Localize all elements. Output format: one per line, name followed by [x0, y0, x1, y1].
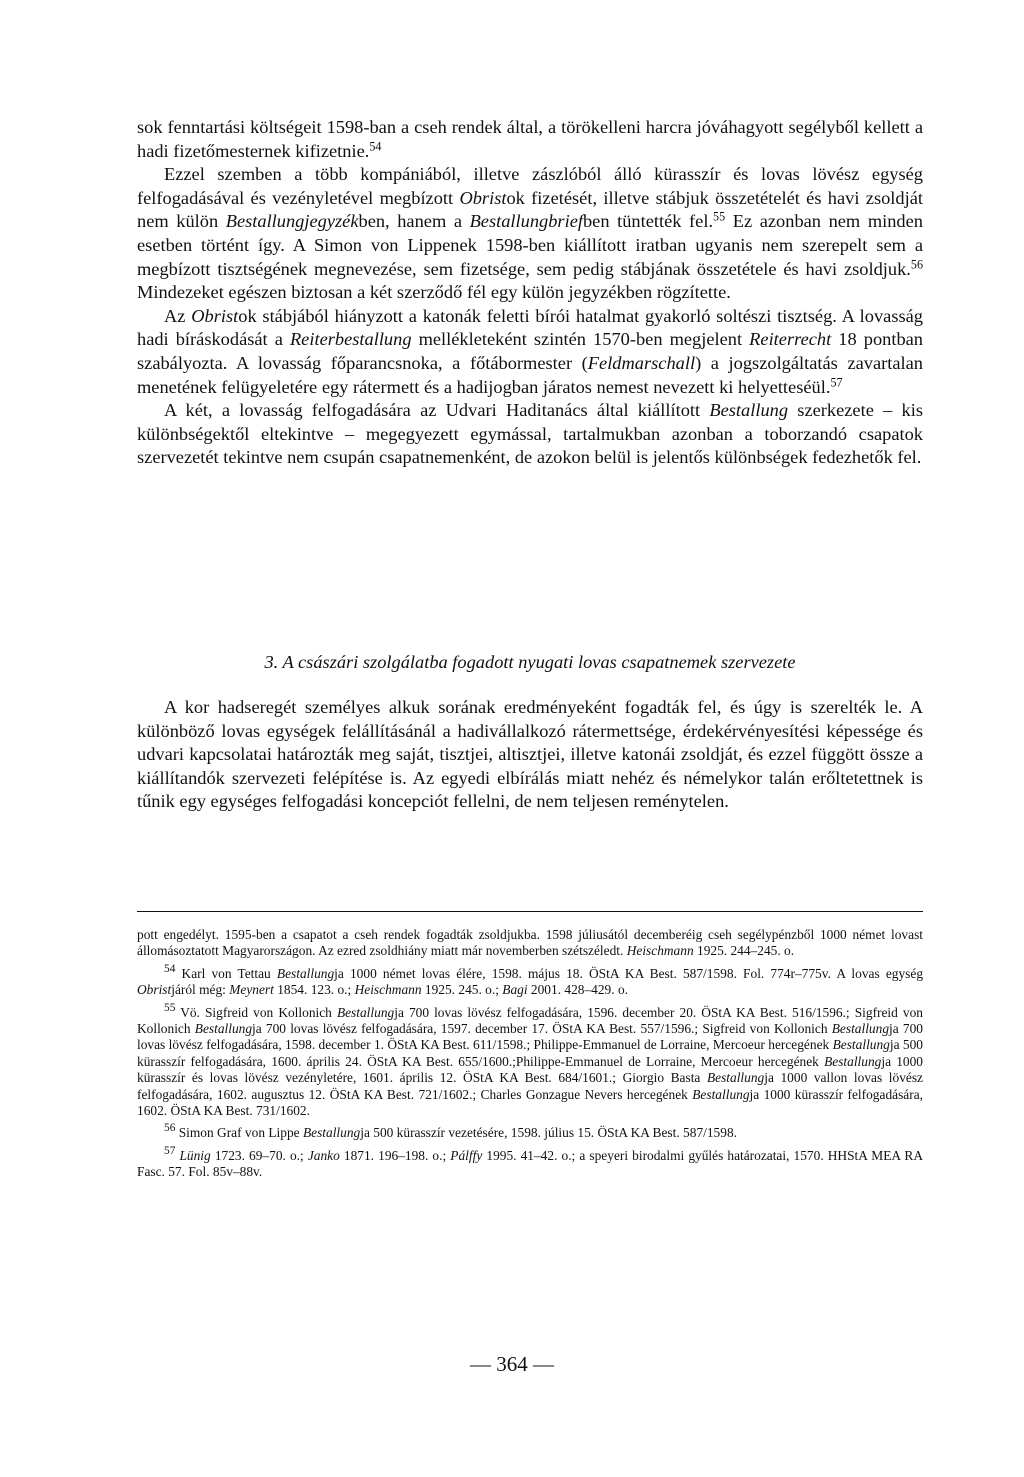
- paragraph-3: Az Obristok stábjából hiányzott a katonák feletti bírói hatalmat gyakorló soltészi tisztség. A lovasság hadi bíráskodását a Reiterbestallung mellékleteként szintén 1570-ben megjelent Reiterrecht 18 pontban szabályozta. A lovasság főparancsnoka, a főtábormester (Feldmarschall) a jogszolgáltatás zavartalan menetének felügyeletére egy rátermett és a hadijogban járatos nemest nevezett ki helyetteséül.$^{57}$: [137, 305, 924, 397]
- page-number: — 364 —: [470, 1352, 554, 1376]
- footnote-divider: [137, 911, 923, 912]
- footnote-ref-54[interactable]: 54: [369, 138, 382, 153]
- footnotes: [137, 927, 923, 1187]
- main-text: [137, 116, 923, 470]
- footnote-number: 55: [164, 1001, 176, 1014]
- footnote-ref-55[interactable]: 55: [713, 209, 726, 224]
- footnote-number: 57: [164, 1144, 176, 1157]
- section-paragraph-1: A kor hadseregét személyes alkuk sorának eredményeként fogadták fel, és úgy is szerelték le. A különböző lovas egységek felállításánál a hadivállalkozó rátermettsége, érdekérvényesítési képessége és udvari kapcsolatai határozták meg saját, tisztjei, altisztjei, illetve katonái zsoldját, és ezzel függött össze a kiállítandók szervezeti felépítése is. Az egyedi elbírálás miatt nehéz és némelykor talán erőltetettnek is tűnik egy egységes felfogadási koncepciót fellelni, de nem teljesen reménytelen.: [137, 697, 923, 812]
- paragraph-2: Ezzel szemben a több kompániából, illetve zászlóból álló kürasszír és lovas lövész egység felfogadásával és vezényletével megbízott Obristok fizetését, illetve stábjuk összetételét és havi zsoldját nem külön Bestallungjegyzékben, hanem a Bestallungbriefben tüntették fel.$^{55}$ Ez azonban nem minden esetben történt így. A Simon von Lippenek 1598-ben kiállított iratban ugyanis nem szerepelt sem a megbízott tisztségének megnevezése, sem fizetsége, sem pedig stábjának összetétele és havi zsoldjuk.$^{56}$ Mindezeket egészen biztosan a két szerződő fél egy külön jegyzékben rögzítette.: [137, 164, 923, 303]
- section-heading: 3. A császári szolgálatba fogadott nyugati lovas csapatnemek szervezete: [264, 652, 796, 672]
- footnote-ref-57[interactable]: 57: [830, 374, 843, 389]
- footnote-ref-56[interactable]: 56: [910, 256, 923, 271]
- footnote-55: $^{55}$ Vö. Sigfreid von Kollonich Bestallungja 700 lovas lövész felfogadására, 1596. december 20. ÖStA KA Best. 516/1596.; Sigfreid von Kollonich Bestallungja 700 lovas lövész felfogadására, 1597. december 17. ÖStA KA Best. 557/1596.; Sigfreid von Kollonich Bestallungja 700 lovas lövész felfogadására, 1598. december 1. ÖStA KA Best. 611/1598.; Philippe-Emmanuel de Lorraine, Mercoeur hercegének Bestallungja 500 kürasszír felfogadására, 1600. április 24. ÖStA KA Best. 655/1600.;Philippe-Emmanuel de Lorraine, Mercoeur hercegének Bestallungja 1000 kürasszír és lovas lövész vezényletére, 1601. április 12. ÖStA KA Best. 684/1601.; Giorgio Basta Bestallungja 1000 vallon lovas lövész felfogadására, 1602. augusztus 12. ÖStA KA Best. 721/1602.; Charles Gonzague Nevers hercegének Bestallungja 1000 kürasszír felfogadására, 1602. ÖStA KA Best. 731/1602.: [137, 1001, 924, 1119]
- paragraph-4: A két, a lovasság felfogadására az Udvari Haditanács által kiállított Bestallung szerkezete – kis különbségektől eltekintve – megegyezett egymással, tartalmukban azonban a toborzandó csapatok szervezetét tekintve nem csupán csapatnemenként, de azokon belül is jelentős különbségek fedezhetők fel.: [137, 400, 923, 468]
- footnote-continuation: pott engedélyt. 1595-ben a csapatot a cseh rendek fogadták zsoldjukba. 1598 júliusától decemberéig cseh segélypénzből 1000 német lovast állomásoztatott Magyarországon. Az ezred zsoldhiány miatt már novemberben szétszéledt. Heischmann 1925. 244–245. o.: [137, 927, 923, 959]
- section-text: [137, 696, 923, 814]
- paragraph-1: sok fenntartási költségeit 1598-ban a cseh rendek által, a törökelleni harcra jóváhagyott segélyből kellett a hadi fizetőmesternek kifizetnie.$^{54}$: [137, 117, 923, 161]
- footnote-54: $^{54}$ Karl von Tettau Bestallungja 1000 német lovas élére, 1598. május 18. ÖStA KA Best. 587/1598. Fol. 774r–775v. A lovas egység Obristjáról még: Meynert 1854. 123. o.; Heischmann 1925. 245. o.; Bagi 2001. 428–429. o.: [137, 962, 924, 998]
- footnote-number: 56: [164, 1122, 176, 1135]
- footnote-number: 54: [164, 962, 176, 975]
- footnote-57: $^{57}$ Lünig 1723. 69–70. o.; Janko 1871. 196–198. o.; Pálffy 1995. 41–42. o.; a speyeri birodalmi gyűlés határozatai, 1570. HHStA MEA RA Fasc. 57. Fol. 85v–88v.: [137, 1144, 923, 1180]
- footnote-56: $^{56}$ Simon Graf von Lippe Bestallungja 500 kürasszír vezetésére, 1598. július 15. ÖStA KA Best. 587/1598.: [164, 1122, 737, 1141]
